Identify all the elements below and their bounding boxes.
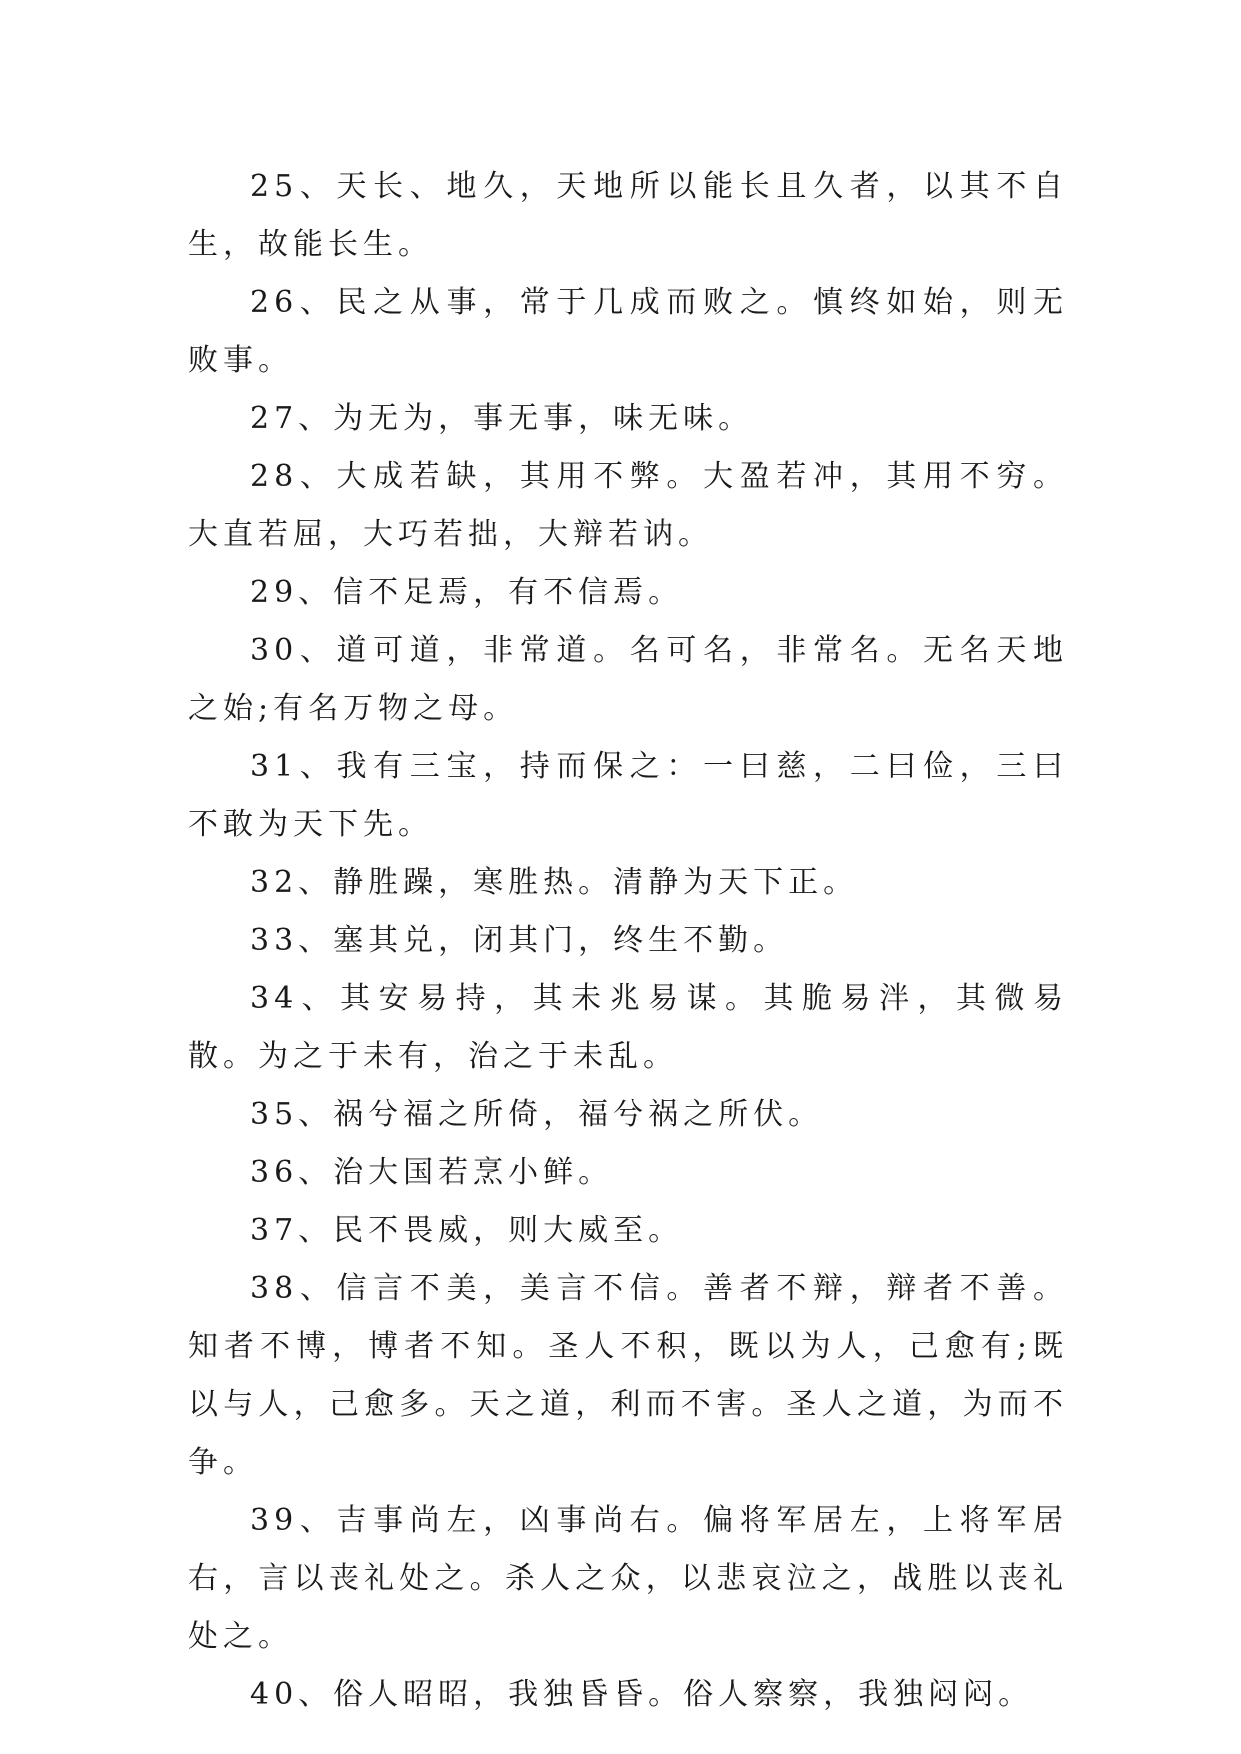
- paragraph-39: 39、吉事尚左，凶事尚右。偏将军居左，上将军居右，言以丧礼处之。杀人之众，以悲哀泣之，战胜以丧礼处之。: [188, 1503, 1068, 1654]
- paragraph-28: 28、大成若缺，其用不弊。大盈若冲，其用不穷。大直若屈，大巧若拙，大辩若讷。: [188, 459, 1068, 552]
- paragraph-38: 38、信言不美，美言不信。善者不辩，辩者不善。知者不博，博者不知。圣人不积，既以为人，己愈有;既以与人，己愈多。天之道，利而不害。圣人之道，为而不争。: [188, 1271, 1068, 1480]
- paragraph-25: 25、天长、地久，天地所以能长且久者，以其不自生，故能长生。: [188, 169, 1068, 262]
- paragraph-34: 34、其安易持，其未兆易谋。其脆易泮，其微易散。为之于未有，治之于未乱。: [188, 981, 1068, 1074]
- document-body: [188, 158, 1068, 1724]
- paragraph-30: 30、道可道，非常道。名可名，非常名。无名天地之始;有名万物之母。: [188, 633, 1068, 726]
- paragraph-40: 40、俗人昭昭，我独昏昏。俗人察察，我独闷闷。: [250, 1677, 1034, 1712]
- paragraph-35: 35、祸兮福之所倚，福兮祸之所伏。: [250, 1097, 824, 1132]
- paragraph-26: 26、民之从事，常于几成而败之。慎终如始，则无败事。: [188, 285, 1068, 378]
- paragraph-31: 31、我有三宝，持而保之：一曰慈，二曰俭，三曰不敢为天下先。: [188, 749, 1068, 842]
- paragraph-32: 32、静胜躁，寒胜热。清静为天下正。: [250, 865, 859, 900]
- paragraph-33: 33、塞其兑，闭其门，终生不勤。: [250, 923, 789, 958]
- paragraph-27: 27、为无为，事无事，味无味。: [250, 401, 754, 436]
- paragraph-29: 29、信不足焉，有不信焉。: [250, 575, 684, 610]
- paragraph-37: 37、民不畏威，则大威至。: [250, 1213, 684, 1248]
- paragraph-36: 36、治大国若烹小鲜。: [250, 1155, 614, 1190]
